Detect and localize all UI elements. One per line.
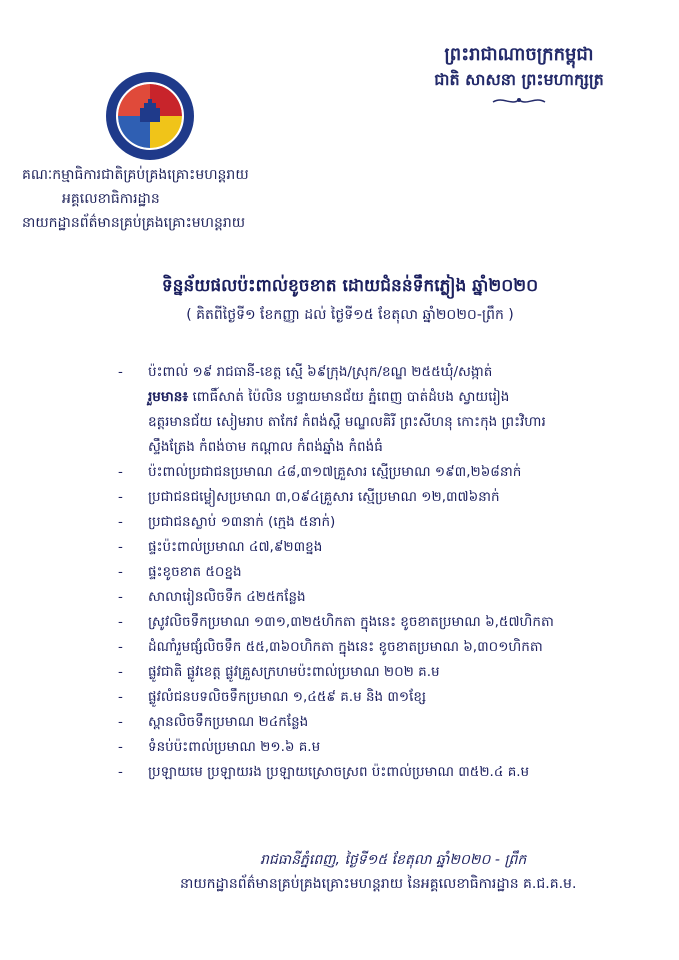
report-heading: ទិន្នន័យផលប៉ះពាល់ខូចខាត ដោយជំនន់ទឹកភ្លៀង ឆ្នាំ២០២០ (161, 276, 539, 296)
kingdom-motto: ជាតិ សាសនា ព្រះមហាក្សត្រ (434, 70, 604, 89)
bullet-dash: - (118, 364, 123, 380)
item-text: ទំនប់ប៉ះពាល់ប្រមាណ ២១.៦ គ.ម (148, 739, 321, 755)
bullet-dash: - (118, 739, 123, 755)
list-item (118, 560, 658, 585)
list-item (118, 760, 658, 785)
item-text: ផ្ទះប៉ះពាល់ប្រមាណ ៤៧,៩២៣ខ្នង (148, 539, 323, 555)
bullet-dash: - (118, 514, 123, 530)
item-text: ប្រឡាយមេ ប្រឡាយរង ប្រឡាយស្រោចស្រព ប៉ះពាល់ប្រមាណ ៣៥២.៤ គ.ម (148, 764, 530, 780)
bullet-dash: - (118, 489, 123, 505)
issue-date: រាជធានីភ្នំពេញ, ថ្ងៃទី១៥ ខែតុលា ឆ្នាំ២០២០ - ព្រឹក (260, 852, 527, 868)
report-period: ( គិតពីថ្ងៃទី១ ខែកញ្ញា ដល់ ថ្ងៃទី១៥ ខែតុលា ឆ្នាំ២០២០-ព្រឹក ) (186, 307, 514, 323)
bullet-dash: - (118, 639, 123, 655)
report-title (110, 273, 590, 327)
item-text: ស្ពានលិចទឹកប្រមាណ ២៤កន្លែង (148, 714, 309, 730)
organization-block (22, 163, 342, 235)
item-text: ប៉ះពាល់ ១៩ រាជធានី-ខេត្ត ស្មើ ៦៩ក្រុង/ស្រុក/ខណ្ឌ ២៥៥ឃុំ/សង្កាត់ (148, 364, 493, 380)
item-text: ផ្ទះខូចខាត ៥០ខ្នង (148, 564, 242, 580)
list-item (118, 685, 658, 710)
item-text: ប៉ះពាល់ប្រជាជនប្រមាណ ៤៨,៣១៧គ្រួសារ ស្មើប្រមាណ ១៩៣,២៦៨នាក់ (148, 464, 522, 480)
item-text-cont: ស្ទឹងត្រែង កំពង់ចាម កណ្ដាល កំពង់ឆ្នាំង កំពង់ធំ (148, 439, 383, 455)
list-item (118, 510, 658, 535)
bullet-dash: - (118, 764, 123, 780)
org-secretariat: អគ្គលេខាធិការដ្ឋាន (62, 191, 160, 207)
kingdom-header (409, 42, 629, 112)
issuer-line: នាយកដ្ឋានព័ត៌មានគ្រប់គ្រងគ្រោះមហន្តរាយ នៃអគ្គលេខាធិការដ្ឋាន គ.ជ.គ.ម. (180, 876, 577, 892)
item-text-cont: ពោធិ៍សាត់ ប៉ៃលិន បន្ទាយមានជ័យ ភ្នំពេញ បាត់ដំបង ស្វាយរៀង (192, 389, 510, 405)
list-item (118, 460, 658, 485)
bullet-dash: - (118, 589, 123, 605)
list-item (118, 735, 658, 760)
list-item (118, 635, 658, 660)
bullet-dash: - (118, 714, 123, 730)
bullet-dash: - (118, 564, 123, 580)
item-text: ប្រជាជនស្លាប់ ១៣នាក់ (ក្មេង ៥នាក់) (148, 514, 336, 530)
list-item (118, 710, 658, 735)
item-text: ស្រូវលិចទឹកប្រមាណ ១៣១,៣២៥ហិកតា ក្នុងនេះ ខូចខាតប្រមាណ ៦,៥៧ហិកតា (148, 614, 554, 630)
item-text: ប្រជាជនជម្លៀសប្រមាណ ៣,០៩៤គ្រួសារ ស្មើប្រមាណ ១២,៣៧៦នាក់ (148, 489, 500, 505)
list-item (118, 535, 658, 560)
bullet-dash: - (118, 464, 123, 480)
signature-block (180, 848, 650, 896)
damage-list (118, 360, 658, 785)
item-label: រួមមាន៖ (148, 389, 189, 405)
list-item (118, 485, 658, 510)
item-text: ដំណាំរួមផ្សំលិចទឹក ៥៥,៣៦០ហិកតា ក្នុងនេះ ខូចខាតប្រមាណ ៦,៣០១ហិកតា (148, 639, 543, 655)
ornament-icon (489, 94, 549, 108)
bullet-dash: - (118, 664, 123, 680)
bullet-dash: - (118, 539, 123, 555)
list-item (118, 610, 658, 635)
item-text-cont: ឧត្តរមានជ័យ សៀមរាប តាកែវ កំពង់ស្ពឺ មណ្ឌលគិរី ព្រះសីហនុ កោះកុង ព្រះវិហារ (148, 414, 546, 430)
list-item (118, 360, 658, 460)
item-text: ផ្លូវលំជនបទលិចទឹកប្រមាណ ១,៤៥៩ គ.ម និង ៣១ខ្សែ (148, 689, 427, 705)
bullet-dash: - (118, 689, 123, 705)
ncdm-emblem-icon (104, 70, 196, 162)
bullet-dash: - (118, 614, 123, 630)
item-text: ផ្លូវជាតិ ផ្លូវខេត្ត ផ្លូវគ្រួសក្រហមប៉ះពាល់ប្រមាណ ២០២ គ.ម (148, 664, 440, 680)
org-department: នាយកដ្ឋានព័ត៌មានគ្រប់គ្រងគ្រោះមហន្តរាយ (22, 215, 246, 231)
kingdom-title: ព្រះរាជាណាចក្រកម្ពុជា (444, 44, 594, 65)
org-committee: គណៈកម្មាធិការជាតិគ្រប់គ្រងគ្រោះមហន្តរាយ (22, 167, 249, 183)
list-item (118, 585, 658, 610)
item-text: សាលារៀនលិចទឹក ៤២៥កន្លែង (148, 589, 306, 605)
list-item (118, 660, 658, 685)
